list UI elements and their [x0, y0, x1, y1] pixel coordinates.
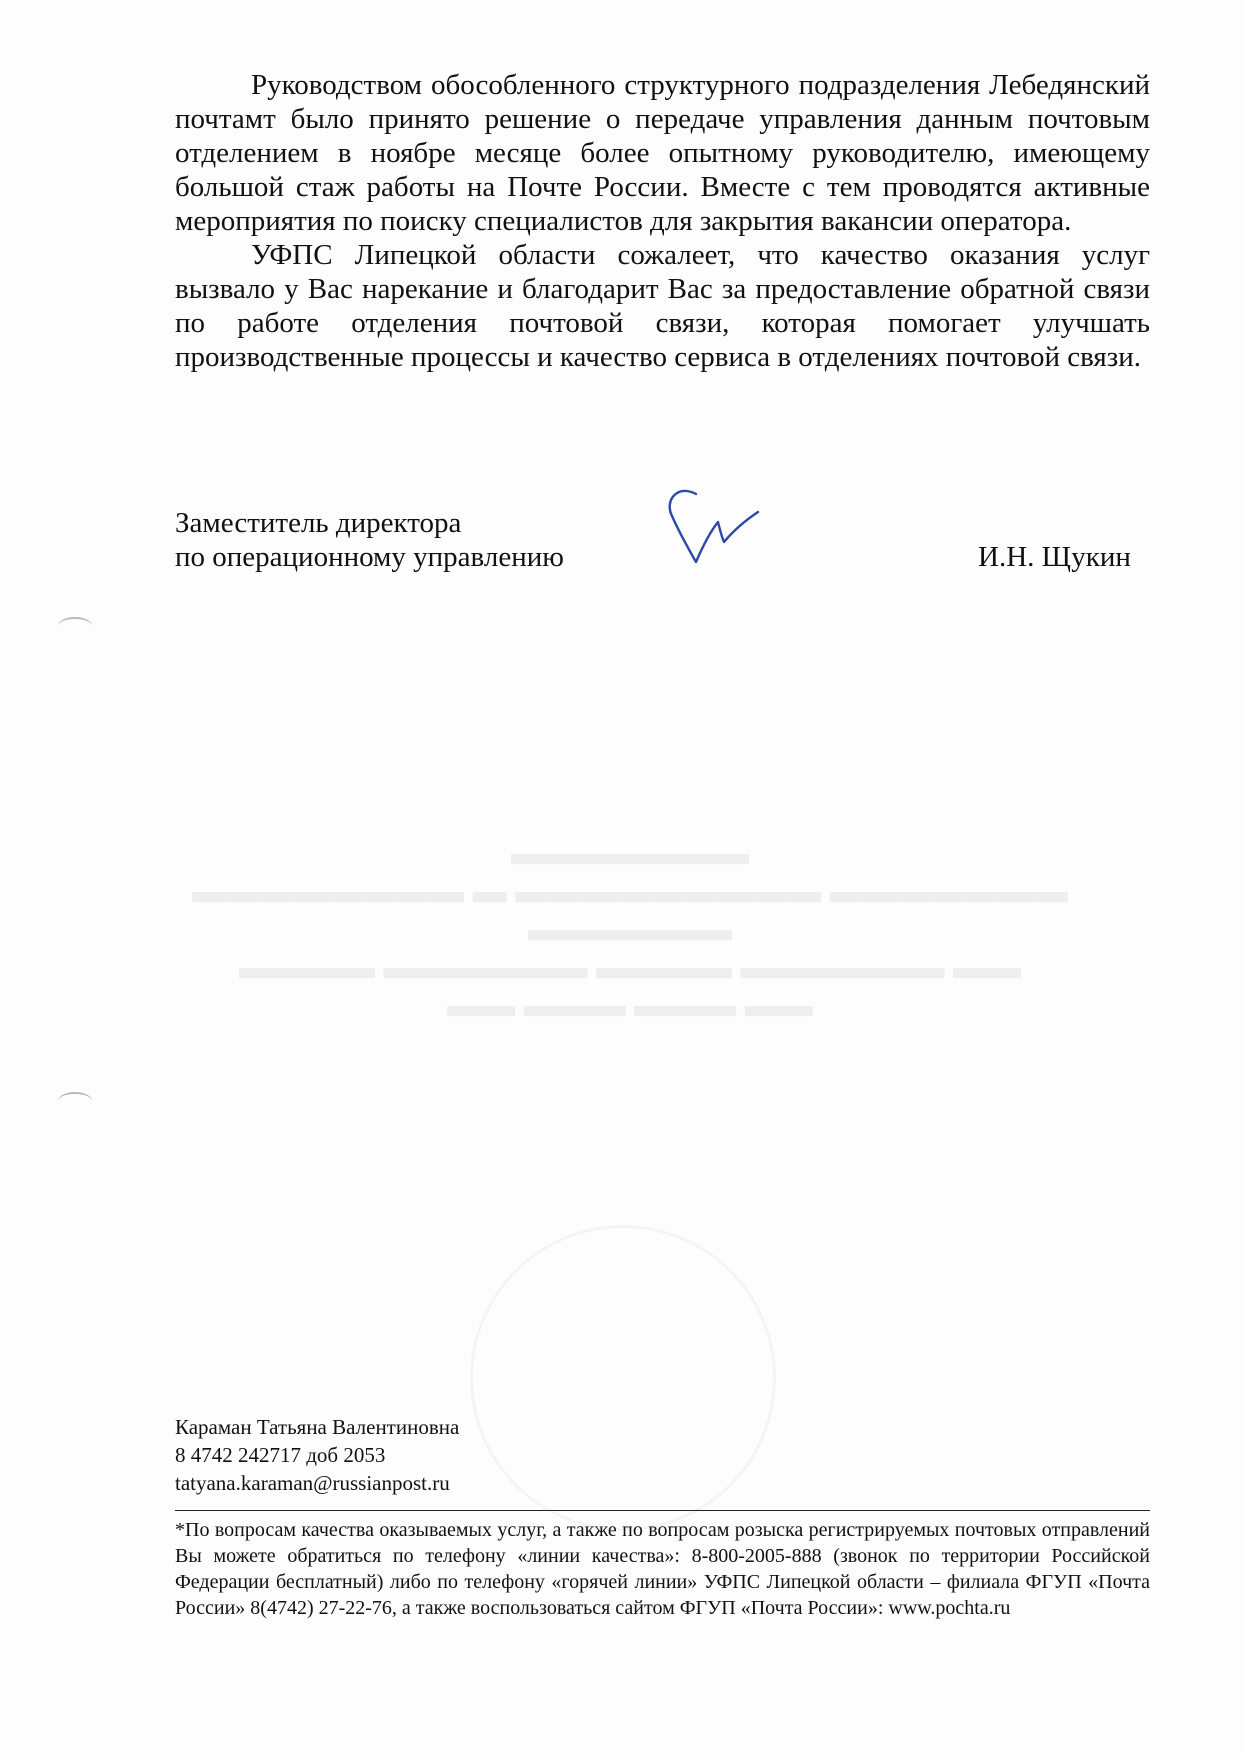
bleed-through-stamp: [470, 1225, 776, 1531]
letter-body: [175, 68, 1150, 374]
position-line-1: Заместитель директора: [175, 507, 462, 539]
punch-hole-top: [58, 617, 92, 635]
position-line-2: по операционному управлению: [175, 541, 564, 573]
punch-hole-bottom: [58, 1092, 92, 1110]
signatory-position: [175, 506, 564, 574]
footnote-divider: [175, 1510, 1150, 1511]
handwritten-signature: [662, 482, 782, 578]
executor-phone: 8 4742 242717 доб 2053: [175, 1443, 386, 1467]
footnote: *По вопросам качества оказываемых услуг, а также по вопросам розыска регистрируемых почтовых отправлений Вы можете обратиться по телефону «линии качества»: 8-800-2005-888 (звонок по территории Российской Федерации бесплатный) либо по телефону «горячей линии» УФПС Липецкой области – филиала ФГУП «Почта России» 8(4742) 27-22-76, а также воспользоваться сайтом ФГУП «Почта России»: www.pochta.ru: [175, 1519, 1150, 1619]
signatory-name: И.Н. Щукин: [978, 541, 1131, 573]
executor-email: tatyana.karaman@russianpost.ru: [175, 1471, 450, 1495]
executor-contact: [175, 1413, 459, 1497]
paragraph-2: УФПС Липецкой области сожалеет, что качество оказания услуг вызвало у Вас нарекание и благодарит Вас за предоставление обратной связи по работе отделения почтовой связи, которая помогает улучшать производственные процессы и качество сервиса в отделениях почтовой связи.: [175, 239, 1150, 373]
bleed-through-text: ▬▬ ▬▬▬ ▬▬▬ ▬▬ ▬▬▬▬ ▬▬▬▬▬▬ ▬▬▬▬ ▬▬▬▬▬▬ ▬▬ ▬▬▬▬▬▬ ▬▬▬▬▬▬▬▬ ▬ ▬▬▬▬▬▬▬▬▬ ▬▬▬▬▬▬▬ ▬▬▬▬▬▬▬: [192, 846, 1068, 1035]
paragraph-1: Руководством обособленного структурного подразделения Лебедянский почтамт было принято решение о передаче управления данным почтовым отделением в ноябре месяце более опытному руководителю, имеющему большой стаж работы на Почте России. Вместе с тем проводятся активные мероприятия по поиску специалистов для закрытия вакансии оператора.: [175, 69, 1150, 237]
executor-name: Караман Татьяна Валентиновна: [175, 1415, 460, 1439]
